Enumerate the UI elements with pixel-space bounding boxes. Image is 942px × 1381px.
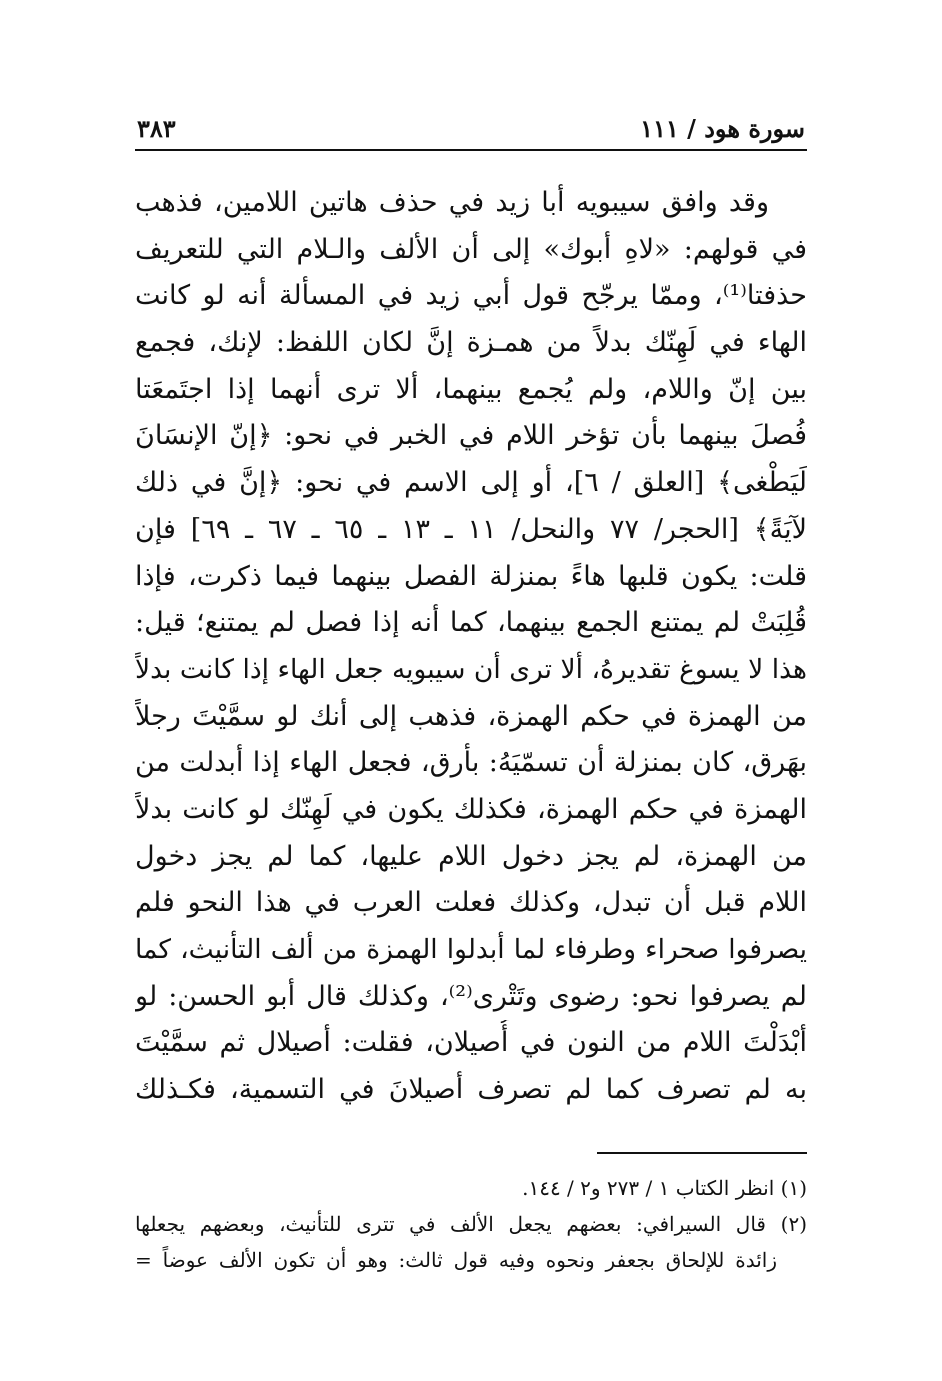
- text-line: أبْدَلْتَ اللام من النون في أُصيلان، فقلت: أصيلال ثم سمَّيْتَ: [135, 1027, 807, 1059]
- surah-title: سورة هود / ١١١: [640, 114, 805, 143]
- footnote-1: (١) انظر الكتاب ١ / ٢٧٣ و٢ / ١٤٤.: [522, 1176, 807, 1200]
- text-line: به لم تصرف كما لم تصرف أصيلانَ في التسمية، فكـذلك: [135, 1074, 807, 1106]
- text-line: فُصلَ بينهما بأن تؤخر اللام في الخبر في نحو: ﴿إنّ الإنسَانَ: [135, 420, 807, 452]
- footnote-rule: [597, 1152, 807, 1154]
- text-line: من الهمزة، لم يجز دخول اللام عليها، كما لم يجز دخول: [135, 840, 807, 872]
- footnotes: [135, 1170, 807, 1278]
- text-line: لم يصرفوا نحو: رضوى وتَتْرى⁽²⁾، وكذلك قال أبو الحسن: لو: [135, 980, 807, 1012]
- text-line: اللام قبل أن تبدل، وكذلك فعلت العرب في هذا النحو فلم: [135, 887, 807, 919]
- text-line: الهاء في لَهِنّك بدلاً من همـزة إنَّ لكان اللفظ: لإنك، فجمع: [135, 327, 807, 359]
- text-line: بهَرق، كان بمنزلة أن تسمّيَهُ: بأرق، فجعل الهاء إذا أبدلت من: [135, 747, 807, 779]
- text-line: قلت: يكون قلبها هاءً بمنزلة الفصل بينهما فيما ذكرت، فإذا: [135, 560, 807, 592]
- text-line: لآيَةً﴾ [الحجر/ ٧٧ والنحل/ ١١ ـ ١٣ ـ ٦٥ ـ ٦٧ ـ ٦٩] فإن: [135, 513, 807, 545]
- main-text: [135, 180, 807, 1114]
- page-number: ٣٨٣: [137, 114, 176, 143]
- footnote-2: (٢) قال السيرافي: بعضهم يجعل الألف في تترى للتأنيث، وبعضهم يجعلها: [135, 1212, 807, 1236]
- text-line: وقد وافق سيبويه أبا زيد في حذف هاتين اللامين، فذهب: [135, 187, 769, 218]
- text-line: يصرفوا صحراء وطرفاء لما أبدلوا الهمزة من ألف التأنيث، كما: [135, 934, 807, 965]
- text-line: حذفتا⁽¹⁾، وممّا يرجّح قول أبي زيد في المسألة أنه لو كانت: [135, 280, 807, 312]
- header-rule: [135, 149, 807, 151]
- text-line: بين إنّ واللام، ولم يُجمع بينهما، ألا ترى أنهما إذا اجتَمعَتا: [135, 373, 807, 405]
- text-line: قُلِبَتْ لم يمتنع الجمع بينهما، كما أنه إذا فصل لم يمتنع؛ قيل:: [135, 607, 807, 639]
- footnote-2-continued: زائدة للإلحاق بجعفر ونحوه وفيه قول ثالث: وهو أن تكون الألف عوضاً =: [135, 1248, 777, 1272]
- book-page: [135, 0, 807, 1381]
- running-header: [135, 112, 807, 152]
- text-line: الهمزة في حكم الهمزة، فكذلك يكون في لَهِنّك لو كانت بدلاً: [135, 793, 807, 825]
- text-line: في قولهم: «لاهِ أبوك» إلى أن الألف والـلام التي للتعريف: [135, 233, 807, 265]
- text-line: من الهمزة في حكم الهمزة، فذهب إلى أنك لو سمَّيْتَ رجلاً: [135, 700, 807, 732]
- text-line: لَيَطْغى﴾ [العلق / ٦]، أو إلى الاسم في نحو: ﴿إنَّ في ذلك: [135, 467, 807, 499]
- text-line: هذا لا يسوغ تقديرهُ، ألا ترى أن سيبويه جعل الهاء إذا كانت بدلاً: [135, 653, 807, 685]
